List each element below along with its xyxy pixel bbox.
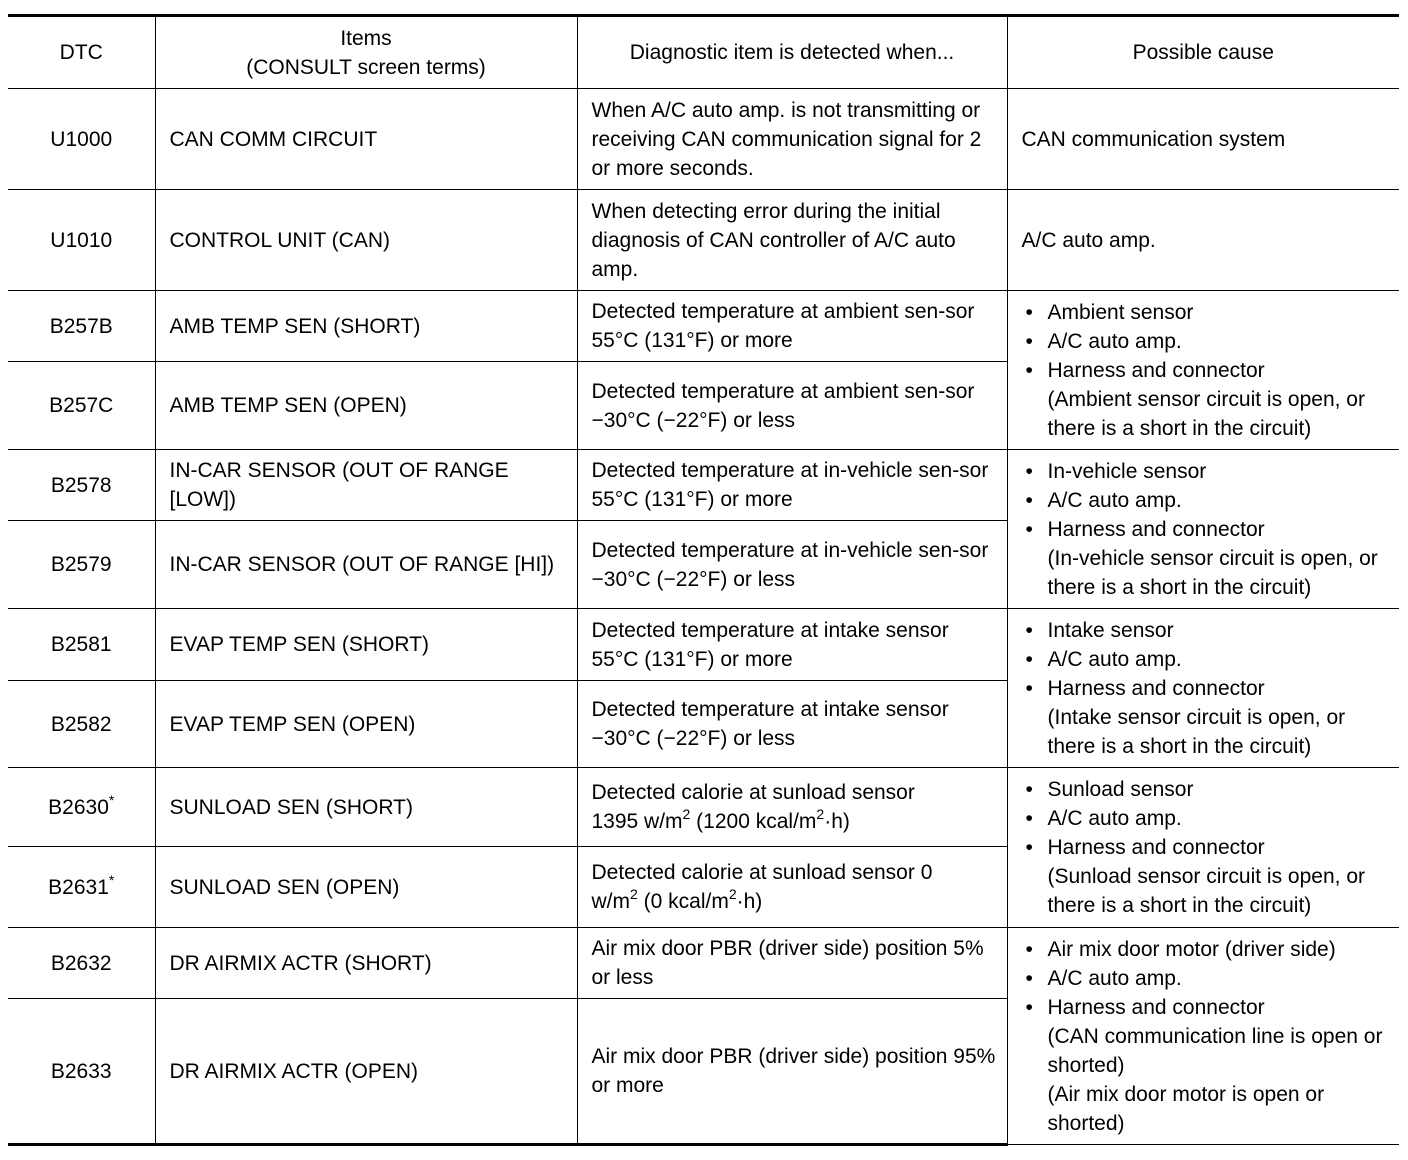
cause-bullet: • A/C auto amp. bbox=[1022, 964, 1392, 993]
header-items bbox=[155, 16, 577, 89]
header-detected: Diagnostic item is detected when... bbox=[577, 16, 1007, 89]
dtc-code: B2632 bbox=[8, 928, 155, 999]
possible-cause bbox=[1007, 450, 1399, 609]
cause-list bbox=[1022, 457, 1392, 602]
table-row bbox=[8, 190, 1399, 291]
table-header-row bbox=[8, 16, 1399, 89]
header-items-line1: Items bbox=[340, 26, 392, 50]
detection-condition bbox=[577, 768, 1007, 847]
consult-item: CONTROL UNIT (CAN) bbox=[155, 190, 577, 291]
cause-list bbox=[1022, 775, 1392, 920]
cause-note: (In-vehicle sensor circuit is open, or there is a short in the circuit) bbox=[1047, 546, 1378, 599]
cause-bullet: • Sunload sensor bbox=[1022, 775, 1392, 804]
consult-item: DR AIRMIX ACTR (OPEN) bbox=[155, 999, 577, 1145]
possible-cause bbox=[1007, 291, 1399, 450]
detection-condition: Detected temperature at intake sensor −30°C (−22°F) or less bbox=[577, 681, 1007, 768]
consult-item: AMB TEMP SEN (OPEN) bbox=[155, 362, 577, 450]
dtc-code-text: B2631 bbox=[48, 875, 109, 899]
dtc-code: B2582 bbox=[8, 681, 155, 768]
cause-bullet-label: Harness and connector bbox=[1047, 836, 1265, 859]
possible-cause bbox=[1007, 609, 1399, 768]
cause-list bbox=[1022, 935, 1392, 1138]
cause-bullet-label: Harness and connector bbox=[1047, 358, 1265, 382]
cause-bullet-label: Harness and connector bbox=[1047, 676, 1265, 700]
dtc-code: B2579 bbox=[8, 521, 155, 609]
consult-item: SUNLOAD SEN (OPEN) bbox=[155, 847, 577, 928]
detection-condition: Air mix door PBR (driver side) position 5% or less bbox=[577, 928, 1007, 999]
dtc-code: B257B bbox=[8, 291, 155, 362]
consult-item: AMB TEMP SEN (SHORT) bbox=[155, 291, 577, 362]
cause-list bbox=[1022, 616, 1392, 761]
possible-cause bbox=[1007, 928, 1399, 1145]
consult-item: IN-CAR SENSOR (OUT OF RANGE [HI]) bbox=[155, 521, 577, 609]
consult-item: SUNLOAD SEN (SHORT) bbox=[155, 768, 577, 847]
detection-value: ·h) bbox=[736, 890, 763, 913]
cause-note: (Air mix door motor is open or shorted) bbox=[1047, 1082, 1325, 1135]
detection-value: 1395 w/m bbox=[591, 810, 683, 833]
footnote-mark: * bbox=[108, 871, 115, 888]
consult-item: EVAP TEMP SEN (OPEN) bbox=[155, 681, 577, 768]
dtc-code: U1000 bbox=[8, 89, 155, 190]
detection-value: ·h) bbox=[824, 810, 850, 833]
table-row bbox=[8, 768, 1399, 847]
consult-item: EVAP TEMP SEN (SHORT) bbox=[155, 609, 577, 681]
possible-cause: A/C auto amp. bbox=[1007, 190, 1399, 291]
dtc-table bbox=[8, 14, 1399, 1146]
header-dtc: DTC bbox=[8, 16, 155, 89]
cause-bullet: • A/C auto amp. bbox=[1022, 804, 1392, 833]
exponent: 2 bbox=[630, 886, 638, 902]
cause-bullet: • In-vehicle sensor bbox=[1022, 457, 1392, 486]
footnote-mark: * bbox=[108, 791, 115, 808]
consult-item: CAN COMM CIRCUIT bbox=[155, 89, 577, 190]
cause-bullet bbox=[1022, 674, 1392, 761]
cause-note: (Ambient sensor circuit is open, or there is a short in the circuit) bbox=[1047, 387, 1365, 440]
cause-bullet: • A/C auto amp. bbox=[1022, 645, 1392, 674]
table-row bbox=[8, 609, 1399, 681]
header-items-line2: (CONSULT screen terms) bbox=[246, 55, 486, 79]
table-row bbox=[8, 450, 1399, 521]
cause-note: (Sunload sensor circuit is open, or there is a short in the circuit) bbox=[1047, 865, 1365, 917]
dtc-code bbox=[8, 847, 155, 928]
cause-bullet: • Intake sensor bbox=[1022, 616, 1392, 645]
dtc-code: U1010 bbox=[8, 190, 155, 291]
detection-condition: Detected temperature at in-vehicle sen-sor −30°C (−22°F) or less bbox=[577, 521, 1007, 609]
header-cause: Possible cause bbox=[1007, 16, 1399, 89]
detection-condition: Detected temperature at intake sensor 55°C (131°F) or more bbox=[577, 609, 1007, 681]
detection-condition: Detected temperature at ambient sen-sor −30°C (−22°F) or less bbox=[577, 362, 1007, 450]
cause-bullet: • A/C auto amp. bbox=[1022, 327, 1392, 356]
dtc-code: B2581 bbox=[8, 609, 155, 681]
cause-bullet: • A/C auto amp. bbox=[1022, 486, 1392, 515]
cause-bullet bbox=[1022, 356, 1392, 443]
dtc-code: B2578 bbox=[8, 450, 155, 521]
detection-condition: Detected temperature at in-vehicle sen-sor 55°C (131°F) or more bbox=[577, 450, 1007, 521]
cause-list bbox=[1022, 298, 1392, 443]
consult-item: IN-CAR SENSOR (OUT OF RANGE [LOW]) bbox=[155, 450, 577, 521]
dtc-code: B2633 bbox=[8, 999, 155, 1145]
possible-cause: CAN communication system bbox=[1007, 89, 1399, 190]
table-row bbox=[8, 291, 1399, 362]
detection-condition: When A/C auto amp. is not transmitting or receiving CAN communication signal for 2 or more seconds. bbox=[577, 89, 1007, 190]
cause-note: (CAN communication line is open or shorted) bbox=[1047, 1024, 1383, 1077]
cause-note: (Intake sensor circuit is open, or there is a short in the circuit) bbox=[1047, 705, 1346, 758]
cause-bullet: • Air mix door motor (driver side) bbox=[1022, 935, 1392, 964]
dtc-code: B257C bbox=[8, 362, 155, 450]
possible-cause bbox=[1007, 768, 1399, 928]
table-row bbox=[8, 89, 1399, 190]
cause-bullet-label: Harness and connector bbox=[1047, 995, 1265, 1019]
cause-bullet bbox=[1022, 993, 1392, 1138]
table-row bbox=[8, 928, 1399, 999]
consult-item: DR AIRMIX ACTR (SHORT) bbox=[155, 928, 577, 999]
detection-value: w/m bbox=[591, 890, 630, 913]
cause-bullet-label: Harness and connector bbox=[1047, 517, 1265, 541]
detection-condition bbox=[577, 847, 1007, 928]
cause-bullet: • Ambient sensor bbox=[1022, 298, 1392, 327]
cause-bullet bbox=[1022, 515, 1392, 602]
detection-line: Detected calorie at sunload sensor bbox=[591, 781, 915, 804]
exponent: 2 bbox=[816, 806, 825, 822]
exponent: 2 bbox=[728, 886, 737, 902]
detection-value: (1200 kcal/m bbox=[690, 810, 817, 833]
detection-condition: Detected temperature at ambient sen-sor 55°C (131°F) or more bbox=[577, 291, 1007, 362]
detection-value: (0 kcal/m bbox=[637, 890, 729, 913]
dtc-code-text: B2630 bbox=[48, 795, 109, 819]
detection-line: Detected calorie at sunload sensor 0 bbox=[591, 861, 933, 884]
exponent: 2 bbox=[682, 806, 691, 822]
detection-condition: Air mix door PBR (driver side) position 95% or more bbox=[577, 999, 1007, 1145]
cause-bullet bbox=[1022, 833, 1392, 920]
detection-condition: When detecting error during the initial diagnosis of CAN controller of A/C auto amp. bbox=[577, 190, 1007, 291]
dtc-code bbox=[8, 768, 155, 847]
